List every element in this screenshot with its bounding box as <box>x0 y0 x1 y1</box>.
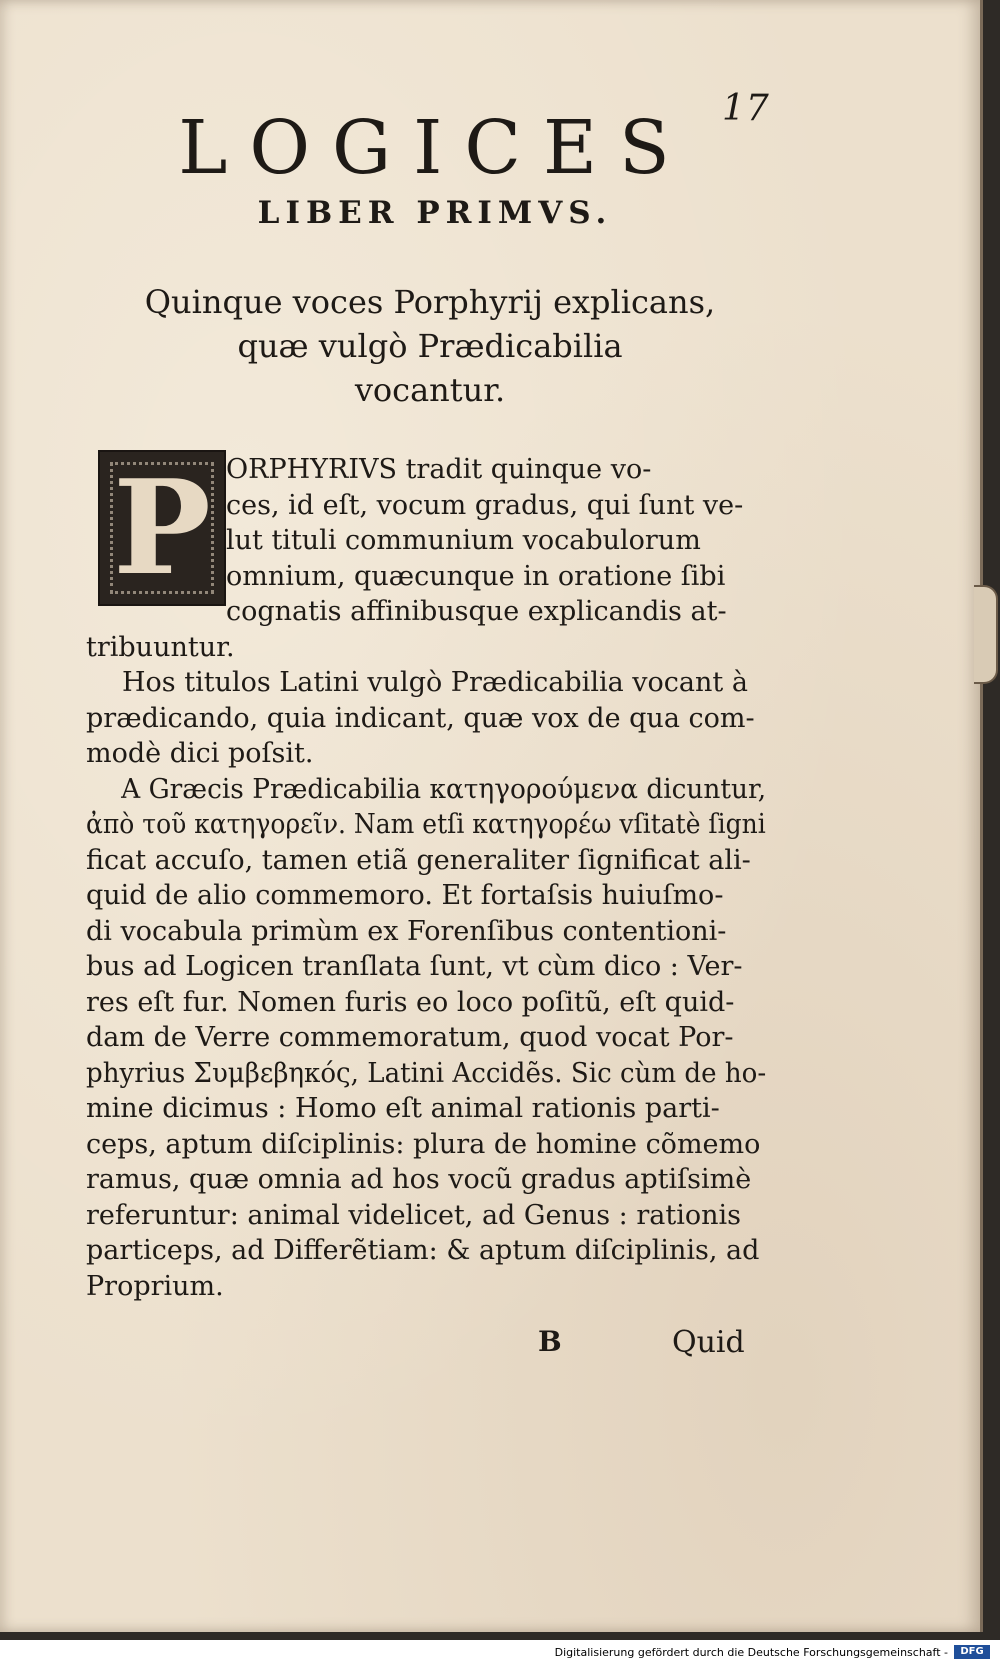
text-line: ORPHYRIVS tradit quinque vo- <box>226 454 652 485</box>
text-line: ceps, aptum diſciplinis: plura de homine cõmemo <box>86 1128 761 1160</box>
text-line: ramus, quæ omnia ad hos vocũ gradus aptiſsimè <box>86 1164 752 1195</box>
text-line: lut tituli communium vocabulorum <box>226 525 701 556</box>
signature-mark: B <box>538 1325 562 1358</box>
footer-credit: Digitalisierung gefördert durch die Deutsche Forschungsgemeinschaft - <box>554 1646 948 1659</box>
page-subtitle: LIBER PRIMVS. <box>257 195 613 231</box>
heading-line: vocantur. <box>354 371 506 409</box>
text-line: quid de alio commemoro. Et fortaſsis huiuſmo- <box>86 880 724 911</box>
text-line: ficat accuſo, tamen etiã generaliter ſignificat ali- <box>86 844 751 876</box>
text-line: prædicando, quia indicant, quæ vox de qua com- <box>86 702 755 734</box>
page-title: LOGICES <box>178 105 692 191</box>
heading-line: Quinque voces Porphyrij explicans, <box>144 283 716 321</box>
body-text <box>86 452 766 1304</box>
page-number: 17 <box>722 88 770 129</box>
section-heading <box>115 280 745 412</box>
text-line: res eſt fur. Nomen furis eo loco poſitũ, eſt quid- <box>86 986 735 1018</box>
text-line: particeps, ad Differẽtiam: & aptum diſciplinis, ad <box>86 1235 760 1266</box>
text-line: Hos titulos Latini vulgò Prædicabilia vocant à <box>122 667 748 698</box>
initial-letter: P <box>113 451 211 604</box>
text-line: A Græcis Prædicabilia κατηγορούμενα dicuntur, <box>121 773 767 805</box>
text-line: tribuuntur. <box>86 631 235 663</box>
text-line: referuntur: animal videlicet, ad Genus : rationis <box>86 1199 741 1231</box>
catchword: Quid <box>672 1325 745 1360</box>
text-line: mine dicimus : Homo eſt animal rationis parti- <box>86 1093 720 1124</box>
text-line: di vocabula primùm ex Forenſibus contentioni- <box>86 915 727 947</box>
page-tab-edge <box>974 585 998 684</box>
text-line: ces, id eſt, vocum gradus, qui ſunt ve- <box>226 489 744 521</box>
text-line: omnium, quæcunque in oratione ſibi <box>226 560 726 592</box>
text-line: ἀπὸ τοῦ κατηγορεῖν. Nam etſi κατηγορέω vſitatè ſigni <box>86 809 766 840</box>
text-line: phyrius Συμβεβηκός, Latini Accidẽs. Sic cùm de ho- <box>86 1057 767 1089</box>
text-line: cognatis affinibusque explicandis at- <box>226 596 727 627</box>
text-line: modè dici poſsit. <box>86 738 314 769</box>
text-line: dam de Verre commemoratum, quod vocat Por- <box>86 1022 734 1053</box>
dfg-logo: DFG <box>954 1645 990 1659</box>
text-line: Proprium. <box>86 1270 224 1302</box>
heading-line: quæ vulgò Prædicabilia <box>237 327 623 365</box>
text-line: bus ad Logicen tranſlata ſunt, vt cùm dico : Ver- <box>86 951 743 982</box>
